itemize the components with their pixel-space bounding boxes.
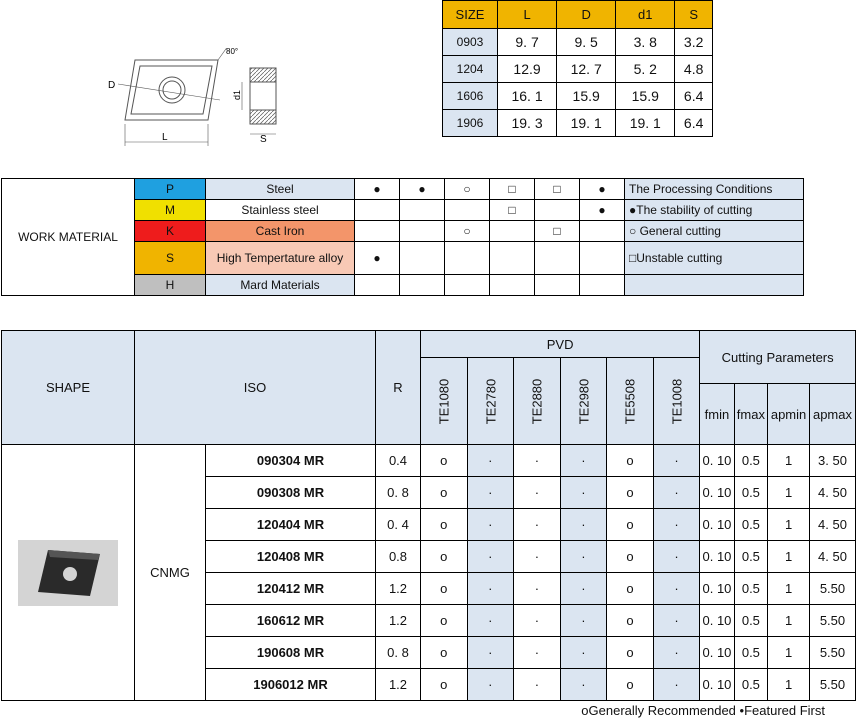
material-mark [580,242,625,275]
d-header: D [557,1,616,29]
size-row [443,56,713,83]
grade-mark: o [607,541,654,573]
param-value: 1 [768,573,810,605]
grade-mark: · [514,541,561,573]
shape-cell [2,445,135,701]
material-code: P [135,179,206,200]
grade-header [560,358,607,445]
param-value: 0.5 [734,541,768,573]
param-value: 1 [768,477,810,509]
material-mark [445,200,490,221]
r-header: R [376,331,421,445]
grade-mark: · [653,509,700,541]
size-value-cell: 16. 1 [498,83,557,110]
grade-mark: · [653,669,700,701]
material-mark: ● [580,200,625,221]
param-value: 1 [768,509,810,541]
material-mark [535,275,580,296]
grade-mark: · [560,541,607,573]
material-row [2,179,804,200]
material-mark: ● [355,242,400,275]
grade-mark: · [467,445,514,477]
size-value-cell: 12. 7 [557,56,616,83]
param-value: 1 [768,605,810,637]
work-material-label: WORK MATERIAL [2,179,135,296]
param-value: 0.5 [734,509,768,541]
grade-mark: · [514,637,561,669]
s-header: S [675,1,713,29]
size-value-cell: 4.8 [675,56,713,83]
condition-legend: ○ General cutting [625,221,804,242]
insert-drawing [100,48,300,148]
footnote: oGenerally Recommended •Featured First [581,703,825,718]
size-value-cell: 19. 1 [616,110,675,137]
material-name: High Tempertature alloy [206,242,355,275]
grade-mark: · [653,445,700,477]
grade-header [607,358,654,445]
insert-row [2,445,856,477]
radius: 0. 8 [376,477,421,509]
l-header: L [498,1,557,29]
param-value: 5.50 [809,669,855,701]
grade-mark: · [514,509,561,541]
radius: 1.2 [376,573,421,605]
material-mark [580,221,625,242]
iso-code: 1906012 MR [206,669,376,701]
param-value: 5.50 [809,637,855,669]
grade-mark: · [560,573,607,605]
size-row [443,29,713,56]
param-value: 0.5 [734,477,768,509]
size-code-cell: 1606 [443,83,498,110]
iso-code: 090308 MR [206,477,376,509]
condition-legend: The Processing Conditions [625,179,804,200]
material-name: Steel [206,179,355,200]
param-value: 0. 10 [700,573,734,605]
material-mark [400,221,445,242]
radius: 0.4 [376,445,421,477]
grade-mark: o [421,637,468,669]
size-value-cell: 12.9 [498,56,557,83]
grade-mark: o [607,605,654,637]
grade-mark: · [467,669,514,701]
material-mark [445,242,490,275]
grade-mark: · [653,637,700,669]
material-mark: □ [535,179,580,200]
grade-mark: o [421,445,468,477]
size-code-cell: 1204 [443,56,498,83]
condition-legend: □Unstable cutting [625,242,804,275]
param-value: 0.5 [734,605,768,637]
material-name: Cast Iron [206,221,355,242]
material-mark [400,242,445,275]
param-value: 1 [768,445,810,477]
material-mark [490,221,535,242]
param-value: 1 [768,541,810,573]
dim-d1: d1 [232,89,242,100]
grade-label: TE2780 [482,378,498,424]
size-value-cell: 9. 7 [498,29,557,56]
radius: 0. 8 [376,637,421,669]
shape-header: SHAPE [2,331,135,445]
grade-label: TE2980 [575,378,591,424]
param-value: 5.50 [809,573,855,605]
grade-header [421,358,468,445]
iso-header: ISO [135,331,376,445]
iso-code: 120404 MR [206,509,376,541]
grade-mark: · [467,477,514,509]
param-value: 0. 10 [700,669,734,701]
iso-code: 160612 MR [206,605,376,637]
material-mark [535,200,580,221]
param-value: 4. 50 [809,477,855,509]
radius: 1.2 [376,669,421,701]
grade-label: TE2880 [529,378,545,424]
radius: 0. 4 [376,509,421,541]
grade-mark: · [467,509,514,541]
grade-mark: o [607,509,654,541]
param-value: 0.5 [734,573,768,605]
insert-image [18,540,118,606]
material-mark: ○ [445,221,490,242]
grade-mark: · [653,605,700,637]
size-value-cell: 6.4 [675,110,713,137]
grade-mark: · [514,669,561,701]
param-header: apmin [768,384,810,445]
size-header: SIZE [443,1,498,29]
grade-header [514,358,561,445]
grade-mark: · [560,477,607,509]
param-value: 4. 50 [809,541,855,573]
grade-mark: o [607,637,654,669]
grade-header [653,358,700,445]
dim-S: S [260,134,267,145]
material-mark: ● [400,179,445,200]
grade-mark: · [514,445,561,477]
material-mark [355,200,400,221]
size-code-cell: 1906 [443,110,498,137]
material-code: H [135,275,206,296]
family-cell: CNMG [135,445,206,701]
size-value-cell: 6.4 [675,83,713,110]
dim-L: L [162,132,168,143]
condition-legend: ●The stability of cutting [625,200,804,221]
grade-mark: o [607,445,654,477]
material-mark: ○ [445,179,490,200]
grade-mark: · [560,445,607,477]
grade-mark: o [607,669,654,701]
grade-mark: o [421,541,468,573]
param-value: 5.50 [809,605,855,637]
material-name: Stainless steel [206,200,355,221]
material-code: S [135,242,206,275]
grade-mark: · [560,669,607,701]
params-header: Cutting Parameters [700,331,856,384]
size-value-cell: 15.9 [557,83,616,110]
iso-code: 190608 MR [206,637,376,669]
grade-label: TE1008 [669,378,685,424]
param-value: 0. 10 [700,477,734,509]
grade-mark: o [607,477,654,509]
param-value: 0. 10 [700,509,734,541]
radius: 0.8 [376,541,421,573]
grade-mark: · [560,605,607,637]
material-mark [535,242,580,275]
param-value: 1 [768,669,810,701]
grade-label: TE5508 [622,378,638,424]
material-mark [490,275,535,296]
param-header: fmin [700,384,734,445]
grade-mark: o [421,477,468,509]
param-value: 1 [768,637,810,669]
size-header-row [443,1,713,29]
size-value-cell: 3.2 [675,29,713,56]
material-mark [400,275,445,296]
size-value-cell: 5. 2 [616,56,675,83]
material-code: K [135,221,206,242]
d1-header: d1 [616,1,675,29]
material-mark: □ [535,221,580,242]
material-mark: □ [490,200,535,221]
material-mark: ● [355,179,400,200]
param-value: 0. 10 [700,541,734,573]
radius: 1.2 [376,605,421,637]
condition-legend [625,275,804,296]
grade-mark: · [653,541,700,573]
work-material-table [1,178,804,296]
grade-mark: · [514,477,561,509]
material-name: Mard Materials [206,275,355,296]
size-value-cell: 19. 3 [498,110,557,137]
param-value: 3. 50 [809,445,855,477]
param-value: 0.5 [734,637,768,669]
iso-code: 120412 MR [206,573,376,605]
param-header: apmax [809,384,855,445]
grade-mark: · [514,573,561,605]
param-value: 0. 10 [700,605,734,637]
grade-mark: o [607,573,654,605]
grade-mark: · [560,509,607,541]
grade-mark: o [421,605,468,637]
grade-mark: · [514,605,561,637]
material-mark [355,275,400,296]
pvd-header: PVD [421,331,700,358]
size-row [443,83,713,110]
material-mark: □ [490,179,535,200]
grade-mark: · [467,573,514,605]
material-mark [400,200,445,221]
param-value: 0.5 [734,669,768,701]
grade-mark: · [560,637,607,669]
param-value: 0. 10 [700,637,734,669]
material-mark [490,242,535,275]
iso-code: 090304 MR [206,445,376,477]
iso-code: 120408 MR [206,541,376,573]
grade-mark: · [467,637,514,669]
grade-mark: · [467,605,514,637]
size-code-cell: 0903 [443,29,498,56]
param-header: fmax [734,384,768,445]
grade-mark: o [421,573,468,605]
grade-mark: · [653,573,700,605]
size-table [442,0,713,137]
grade-mark: o [421,509,468,541]
material-mark: ● [580,179,625,200]
dim-D: D [108,80,116,91]
grade-mark: · [467,541,514,573]
size-value-cell: 9. 5 [557,29,616,56]
material-code: M [135,200,206,221]
grade-header [467,358,514,445]
param-value: 4. 50 [809,509,855,541]
size-value-cell: 3. 8 [616,29,675,56]
grade-mark: · [653,477,700,509]
size-value-cell: 15.9 [616,83,675,110]
insert-table [1,330,856,701]
main-header-row-1 [2,331,856,358]
param-value: 0. 10 [700,445,734,477]
size-row [443,110,713,137]
dim-angle: 80° [226,48,239,56]
grade-mark: o [421,669,468,701]
param-value: 0.5 [734,445,768,477]
size-value-cell: 19. 1 [557,110,616,137]
material-mark [580,275,625,296]
material-mark [445,275,490,296]
material-mark [355,221,400,242]
grade-label: TE1080 [436,378,452,424]
